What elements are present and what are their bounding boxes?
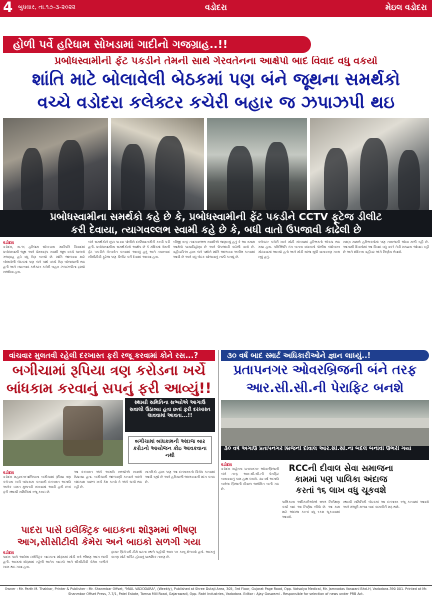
right-story-byline: વડોદરા [221,462,232,467]
bottom-story-headline-line2: આગ,સીસીટીવી કેમેરા અને બાઇકો સળગી ગયા [3,537,215,549]
right-story-photo [221,400,429,450]
top-story-photo-1 [3,118,108,210]
top-story-photo-4 [310,118,429,210]
top-story-column-1 [3,240,85,346]
top-story-photo-3 [207,118,307,210]
right-story-subhead [282,464,400,497]
right-story-column-2 [282,500,340,560]
edition-label: મેઇલ વડોદરા [385,3,427,12]
top-story-column-3-text: બીજી તરફ ત્યાગવલ્લભ સ્વામીએ જણાવ્યું હતું કે આ તમામ આક્ષેપો પાયાવિહોણા છે અને ઉપજાવી કાઢેલી વાતો છે. વહીવટીતંત્ર દ્વારા બંને પક્ષોને શાંતિ જાળવવા અપીલ કરવામાં આવી છે અને વધુ બેઠક યોજવાનું નક્કી કરાયું છે. [173,240,255,259]
right-story-column-2-text: પાલિકાના અધિકારીઓએ સ્થળ નિરીક્ષણ કર્યા બાદ આ નિર્ણય લીધો છે. આ કામ માટે અંદાજ કરતાં વધુ રકમ ચૂકવવામાં આવશે. [282,500,340,519]
left-story-column-2-text: આ દરખાસ્ત અંગે અગાઉ સભ્યોએ સવાલો ઉઠાવ્યા હતા. બગીચાની જાળવણી કરવાને બદલે બાંધકામ પાછળ ખર્ચ કેમ કરવો તે અંગે ચર્ચા થઇ રહી છે. [74,470,142,489]
left-story-column-1-text: વડોદરા મહાનગરપાલિકાના બગીચામાં રૂપિયા ત્રણ કરોડના ખર્ચે બાંધકામ કરવાની દરખાસ્ત અગાઉ અનેક વખત મુલતવી રાખવામાં આવી હતી છતાં ફરી સ્થાયી સમિતિમાં રજૂ કરાઇ છે. [3,475,71,494]
right-story-subhead-line1: RCCની દીવાલ સેવા સમાજના [288,464,394,474]
left-story-box: સ્થાયી સમિતિના સભ્યોએ આગાઉ સવાલો ઉઠાવ્યા હતા છતાં ફરી દરખાસ્ત લાવવામાં આવતા...!! [125,398,215,432]
left-story-column-3-text: નાગરિકો દ્વારા પણ આ દરખાસ્તનો વિરોધ કરવામાં આવી રહ્યો છે અને હરિયાળી જાળવવાની માંગ કરાઇ છે. [145,470,215,484]
bottom-story-column-2 [111,550,215,582]
top-story-photo-2 [111,118,204,210]
top-story-kicker: હોળી પર્વે હરિધામ સોખડામાં ગાદીનો ગજગ્રાહ..!! [3,36,311,53]
city-label: વડોદરા [205,3,227,12]
left-story-photo [3,400,123,466]
imprint-footer: Owner : Mr. Parth M. Thakkar, Printer & Publisher : Mr. Shanmbar Offset, "MAIL VADODARA", (Weekly), Published at Shree Dutaji Area, 305, 3rd Floor, Gujarat Page Road, Opp. Vatsalya Medical, Mr. Jamnadas Vaswani Bhd-H, Vadodara-390 001. Printed at Mr. Shanmbar Offset Press, 7-7/1, Patel Estate, Tamsa Mill Road, Gajarawadi, Opp. Ratri Industries, Vadodara. Editor : Ajay Goswami - Responsible for selection of news under PRB Act. [0,585,432,600]
right-story-kicker: ૩૦ વર્ષ બાદ સ્માર્ટ અધિકારીઓને જ્ઞાન લાધ્યું..! [221,350,429,361]
right-story-subhead-line2: કામમાં પણ પાલિકા અંદાજ [294,475,388,485]
top-story-column-5-text: સમગ્ર મામલે હરિભક્તોમાં પણ નારાજગી જોવા મળી રહી છે. આગામી દિવસોમાં આ વિવાદ વધુ વકરે તેવી શક્યતા જોવાઇ રહી છે અને મંદિરના વહીવટ અંગે નિર્ણય લેવાશે. [343,240,429,254]
left-story-headline-line1: બગીચામાં રૂપિયા ત્રણ કરોડના ખર્ચે [12,363,206,379]
top-story-column-2-text: બંને સમર્થકોને છૂટા પાડવા પોલીસે દરમિયાનગીરી કરવી પડી હતી. પ્રબોધસ્વામીના સમર્થકોનો આક્ષેપ છે કે મંદિરમાં તેમની ફેંટ પકડીને ગેરવર્તન કરવામાં આવ્યું હતું અને ત્યારબાદ સીસીટીવી ફૂટેજ પણ ડીલીટ કરી દેવામાં આવ્યા હતા. [88,240,170,259]
top-story-column-4 [258,240,340,346]
right-story-subhead-line3: કરતાં ૧૬ લાખ વધુ ચૂકવશે [295,486,387,496]
right-story-column-3-text: સ્થાયી સમિતિની બેઠકમાં આ દરખાસ્ત રજૂ કરવામાં આવશે અને મંજૂરી મળ્યા બાદ કામગીરી શરૂ થશે. [343,500,429,509]
top-story-byline: વડોદરા [3,240,14,245]
issue-date: બુધવાર, તા.૧૭-૩-૨૦૨૨ [18,4,76,11]
top-story-column-5 [343,240,429,346]
top-story-headline-line2: વચ્ચે વડોદરા કલેક્ટર કચેરી બહાર જ ઝપાઝપી થઇ [37,93,395,113]
left-story-byline: વડોદરા [3,470,14,475]
column-divider [218,350,219,560]
top-story-column-1-text: વડોદરા, તા.૧૬ હરિધામ સોખડાના ગાદીપતિ વિવાદમાં પ્રબોધસ્વામી જૂથ અને પ્રેમસ્વરૂપ સ્વામી જૂથ વચ્ચે ચાલતો ગજગ્રાહ હવે વધુ ઉગ્ર બન્યો છે. શાંતિ જાળવવા માટે બોલાવેલી બેઠકમાં પણ બંને પક્ષો વચ્ચે ઉગ્ર બોલાચાલી થઇ હતી અને ત્યારબાદ કલેક્ટર કચેરી બહાર ઝપાઝપીના દ્રશ્યો સર્જાયા હતા. [3,245,85,274]
top-story-headline-line1: શાંતિ માટે બોલાવેલી બેઠકમાં પણ બંને જૂથના સમર્થકો [32,70,400,90]
bottom-story-byline: વડોદરા [3,550,14,555]
right-story-column-1-text: વડોદરા શહેરના પ્રતાપનગર ઓવરબ્રિજની બંને તરફ આર.સી.સી.ની પેરાફિટ બનાવવાનું કામ હાથ ધરાશે. ૩૦ વર્ષ અગાઉ બનેલા બ્રિજની દીવાલ જર્જરિત બની ગઇ છે. [221,467,279,491]
right-story-photo-caption: ૩૦ વર્ષ અગાઉ પ્રતાપનગર બ્રિજની દીવાલ આર.સી.સી.ના બદલે બનાવી ઉભરી ગયા [221,446,429,460]
bottom-story-column-1 [3,550,108,582]
top-story-subhead: પ્રબોધસ્વામીની ફેંટ પકડીને તેમની સાથે ગેરવર્તનના આક્ષેપો બાદ વિવાદ વધુ વકર્યો [54,56,378,67]
left-story-quote: બગીચામાં બાંધકામની અંદાજ બાર કરોડનો આયોજન કોઇ આવકવાના નથી [128,436,212,464]
top-story-column-4-text: કલેક્ટર કચેરી ખાતે મોટી સંખ્યામાં હરિભક્તો એકઠા થઇ ગયા હતા. પરિસ્થિતિ તંગ બનતા વધારાનો પોલીસ બંદોબસ્ત ગોઠવવામાં આવ્યો હતો અને મોડી સાંજ સુધી વાતાવરણ ગરમ રહ્યું હતું. [258,240,340,259]
right-story-column-1 [221,462,279,560]
page-number: 4 [3,0,13,16]
top-story-column-2 [88,240,170,346]
right-story-headline-line1: પ્રતાપનગર ઓવરબ્રિજની બંને તરફ [233,363,417,378]
top-story-photo-caption [0,210,432,237]
bottom-story-headline-line1: પાદરા પાસે ઇલેક્ટ્રિક બાઇકના શોરૂમમાં ભીષણ [3,525,215,537]
caption-line-2: કરી દેવાયા, ત્યાગવલ્લભ સ્વામી કહે છે કે, બધી વાતો ઉપજાવી કાઢેલી છે [70,225,362,236]
left-story-kicker: વાંચવાર મુલતવી રહેલી દરખાસ્ત ફરી રજૂ કરવામાં કોને રસ...? [3,350,215,361]
right-story-column-3 [343,500,429,560]
masthead [0,0,432,17]
top-story-column-3 [173,240,255,346]
left-story-headline-line2: બાંધકામ કરવાનું સપનું ફરી આવ્યું!! [6,381,212,397]
bottom-story-column-1-text: પાદરા પાસે આવેલા ઇલેક્ટ્રિક બાઇકના શોરૂમમાં મોડી રાત્રે ભીષણ આગ લાગી હતી. આગમાં શોરૂમમાં રહેલી અનેક બાઇકો અને સીસીટીવી કેમેરા બળીને ખાખ થઇ ગયા હતા. [3,555,108,569]
bottom-story-column-2-text: ફાયર બ્રિગેડની ટીમે ઘટના સ્થળે પહોંચી આગ પર કાબૂ મેળવ્યો હતો. આગનું કારણ શોર્ટ સર્કિટ હોવાનું પ્રાથમિક તારણ છે. [111,550,215,559]
caption-line-1: પ્રબોધસ્વામીના સમર્થકો કહે છે કે, પ્રબોધસ્વામીની ફેંટ પકડીને CCTV ફૂટેજ ડીલીટ [50,212,382,223]
right-story-headline-line2: આર.સી.સી.ની પેરાફિટ બનશે [246,381,404,396]
